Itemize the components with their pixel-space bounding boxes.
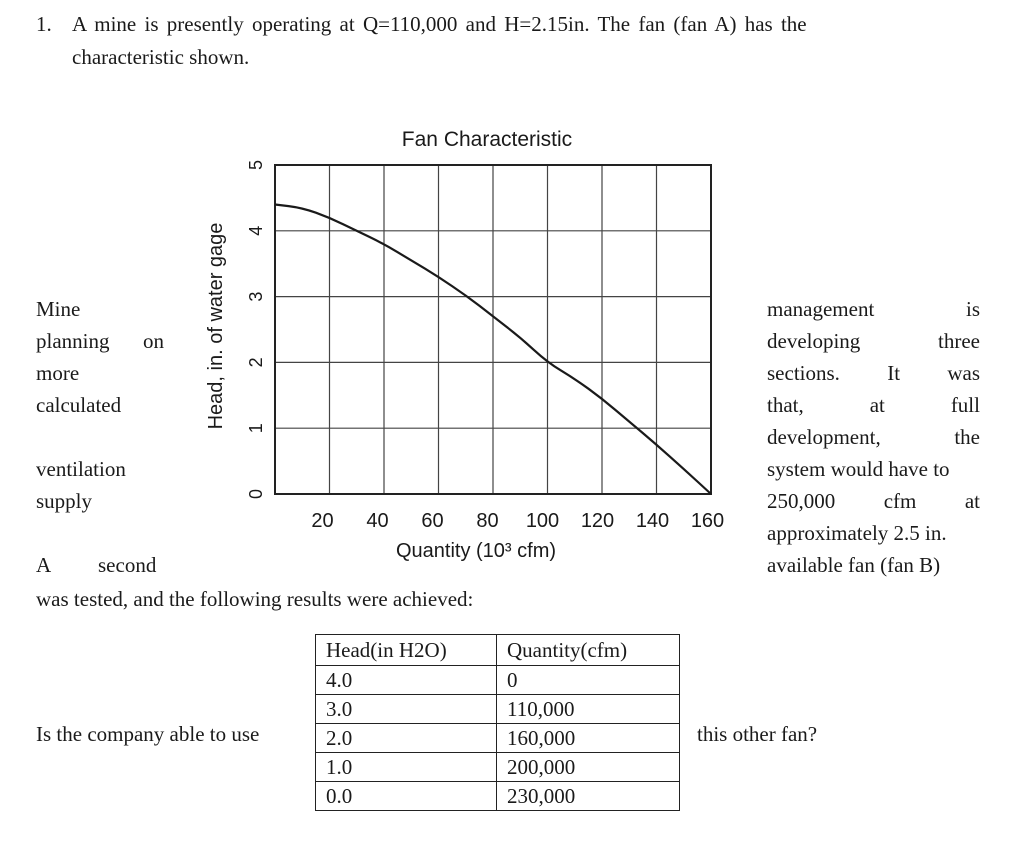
table-cell-head: 0.0 bbox=[316, 782, 497, 811]
right-text-line-9: available fan (fan B) bbox=[767, 553, 941, 577]
x-tick-label: 100 bbox=[525, 510, 560, 532]
y-tick-label: 1 bbox=[246, 423, 266, 434]
y-tick-label: 0 bbox=[246, 488, 266, 500]
x-tick-label: 80 bbox=[476, 510, 499, 532]
table-cell-head: 3.0 bbox=[316, 695, 497, 724]
table-cell-quantity: 110,000 bbox=[497, 695, 680, 724]
table-cell-quantity: 160,000 bbox=[497, 724, 680, 753]
x-tick-label: 60 bbox=[421, 510, 444, 532]
left-text-line-4: calculated bbox=[36, 393, 122, 417]
chart-ylabel: Head, in. of water gage bbox=[205, 222, 227, 430]
right-text-word: three bbox=[938, 329, 980, 353]
x-tick-label: 140 bbox=[635, 510, 670, 532]
table-row bbox=[316, 695, 680, 724]
y-tick-label: 3 bbox=[246, 291, 266, 302]
right-text-word: 250,000 bbox=[767, 489, 836, 513]
x-tick-label: 120 bbox=[580, 510, 615, 532]
right-text-word: at bbox=[869, 393, 885, 417]
right-text-word: is bbox=[965, 297, 980, 321]
table-row bbox=[316, 724, 680, 753]
table-row bbox=[316, 666, 680, 695]
question-number: 1. bbox=[36, 12, 52, 36]
question-line-2: characteristic shown. bbox=[72, 45, 250, 69]
table-header-row bbox=[316, 635, 680, 666]
y-tick-label: 2 bbox=[246, 357, 266, 368]
chart-ticks bbox=[246, 160, 724, 532]
final-question-left: Is the company able to use bbox=[36, 722, 260, 746]
right-text-word: sections. bbox=[767, 361, 840, 385]
left-text-line-1: Mine bbox=[36, 297, 81, 321]
table-cell-quantity: 230,000 bbox=[497, 782, 680, 811]
left-text-line-6: supply bbox=[36, 489, 93, 513]
right-text-word: full bbox=[950, 393, 980, 417]
right-text-line-8: approximately 2.5 in. bbox=[767, 521, 947, 545]
right-text-word: that, bbox=[767, 393, 804, 417]
table-cell-quantity: 200,000 bbox=[497, 753, 680, 782]
table-cell-quantity: 0 bbox=[497, 666, 680, 695]
right-text-word: development, bbox=[767, 425, 881, 449]
x-tick-label: 20 bbox=[311, 510, 334, 532]
left-text-word: on bbox=[143, 329, 164, 353]
second-para-second: second bbox=[98, 553, 157, 577]
table-cell-head: 1.0 bbox=[316, 753, 497, 782]
table-row bbox=[316, 782, 680, 811]
right-text-word: cfm bbox=[883, 489, 917, 513]
right-text-word: at bbox=[964, 489, 980, 513]
x-tick-label: 40 bbox=[366, 510, 389, 532]
final-question-right: this other fan? bbox=[697, 722, 818, 746]
second-para-a: A bbox=[36, 553, 52, 577]
y-tick-label: 4 bbox=[246, 225, 266, 236]
y-tick-label: 5 bbox=[246, 159, 266, 171]
fan-b-table bbox=[315, 634, 680, 811]
right-text-word: management bbox=[767, 297, 875, 321]
right-text-word: the bbox=[954, 425, 980, 449]
x-tick-label: 160 bbox=[690, 510, 725, 532]
right-text-word: developing bbox=[767, 329, 861, 353]
table-header-quantity: Quantity(cfm) bbox=[497, 635, 680, 666]
question-line-1-text: A mine is presently operating at Q=110,000 and H=2.15in. The fan (fan A) has the bbox=[72, 12, 807, 36]
right-text-word: was bbox=[947, 361, 980, 385]
table-cell-head: 2.0 bbox=[316, 724, 497, 753]
table-cell-head: 4.0 bbox=[316, 666, 497, 695]
chart-title: Fan Characteristic bbox=[401, 128, 573, 151]
left-text-line-5: ventilation bbox=[36, 457, 126, 481]
table-header-head: Head(in H2O) bbox=[316, 635, 497, 666]
second-para-line-2: was tested, and the following results were achieved: bbox=[36, 587, 474, 611]
right-text-line-6: system would have to bbox=[767, 457, 950, 481]
right-text-word: It bbox=[887, 361, 901, 385]
chart-grid bbox=[275, 165, 711, 494]
left-text-line-3: more bbox=[36, 361, 80, 385]
left-text-word: planning bbox=[36, 329, 110, 353]
table-row bbox=[316, 753, 680, 782]
chart-xlabel: Quantity (10³ cfm) bbox=[395, 540, 557, 562]
